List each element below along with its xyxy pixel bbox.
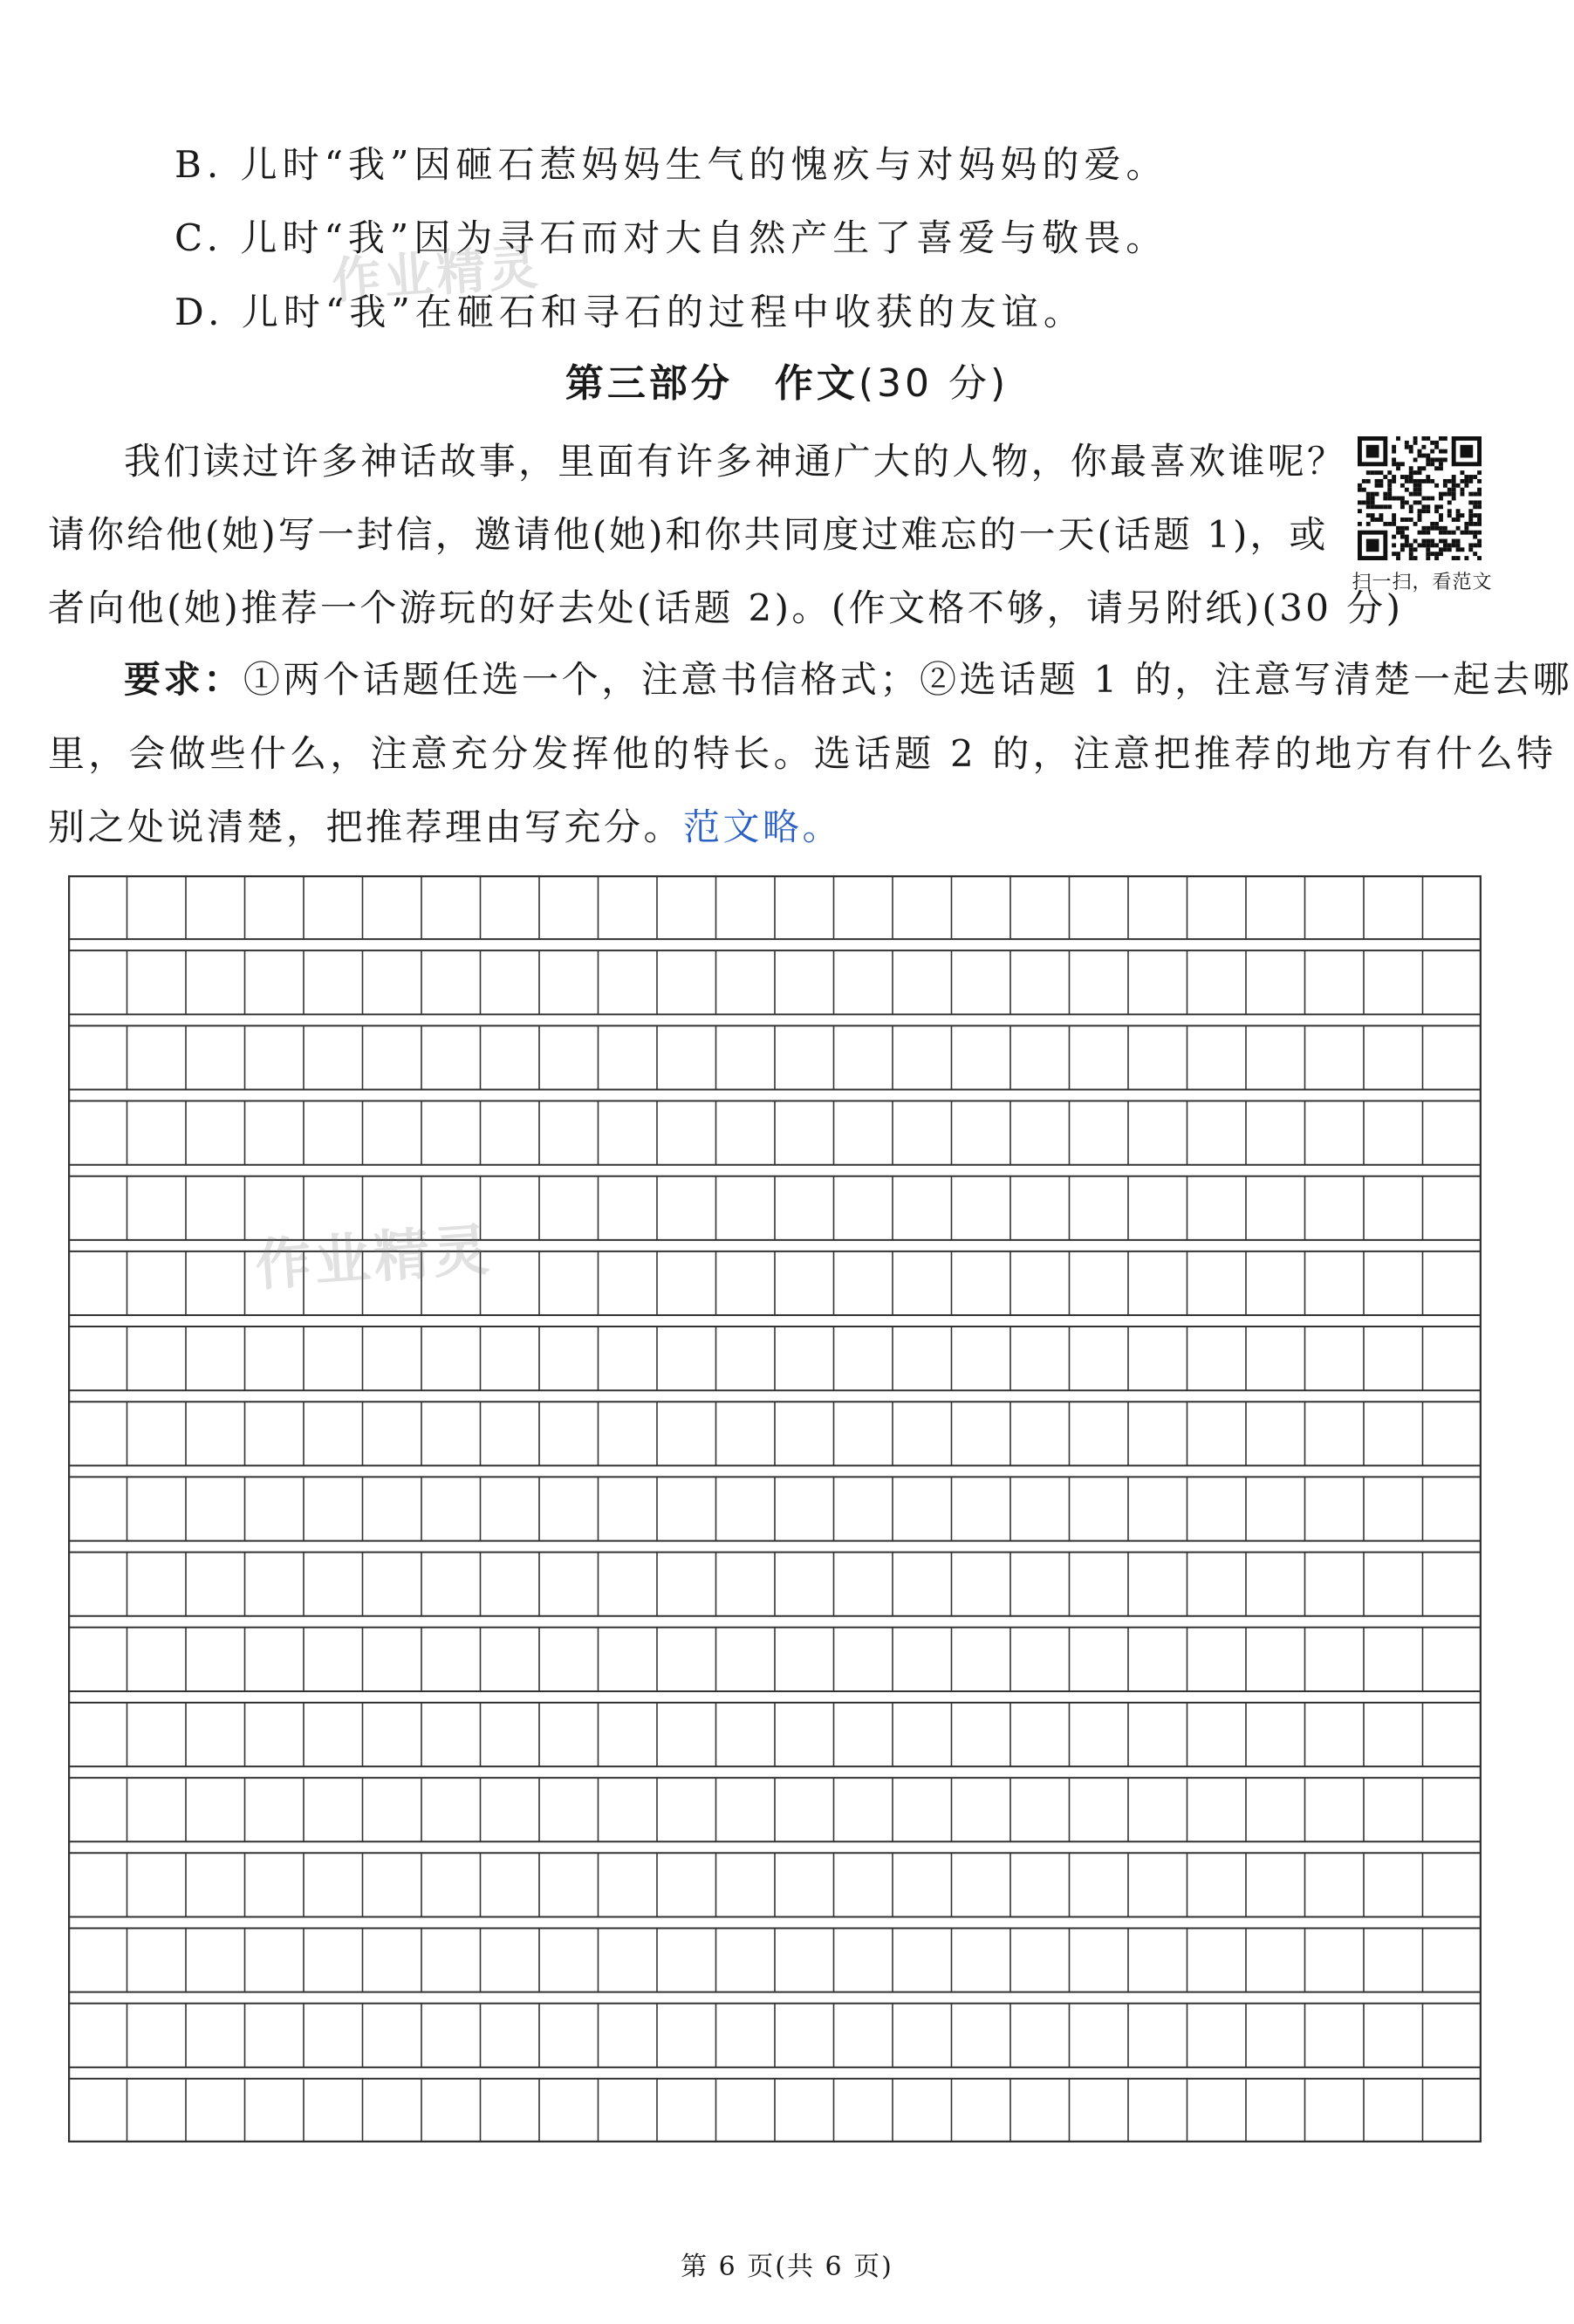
watermark-1: 作业精灵 — [330, 238, 544, 311]
prompt-line-3: 者向他(她)推荐一个游玩的好去处(话题 2)。(作文格不够，请另附纸)(30 分) — [48, 586, 1404, 629]
section-title-text: 第三部分 作文 — [565, 361, 859, 406]
requirements-label: 要求： — [124, 658, 243, 701]
requirements-line-1 — [124, 658, 1573, 701]
requirements-line-3 — [48, 806, 843, 848]
requirements-text-3: 别之处说清楚，把推荐理由写充分。 — [48, 806, 684, 848]
qr-code-graphic — [1358, 436, 1482, 560]
page-footer: 第 6 页(共 6 页) — [681, 2252, 893, 2282]
option-b: B. 儿时“我”因砸石惹妈妈生气的愧疚与对妈妈的爱。 — [175, 143, 1168, 186]
model-essay-link[interactable]: 范文略。 — [683, 806, 843, 848]
essay-writing-grid[interactable] — [68, 875, 1482, 2142]
prompt-line-2: 请你给他(她)写一封信，邀请他(她)和你共同度过难忘的一天(话题 1)，或 — [48, 513, 1329, 556]
requirements-line-2: 里，会做些什么，注意充分发挥他的特长。选话题 2 的，注意把推荐的地方有什么特 — [48, 732, 1557, 775]
qr-code-icon[interactable] — [1358, 436, 1482, 560]
option-c: C. 儿时“我”因为寻石而对大自然产生了喜爱与敬畏。 — [175, 216, 1168, 259]
prompt-line-1: 我们读过许多神话故事，里面有许多神通广大的人物，你最喜欢谁呢？ — [124, 440, 1347, 483]
watermark-2: 作业精灵 — [253, 1217, 495, 1299]
option-d: D. 儿时“我”在砸石和寻石的过程中收获的友谊。 — [175, 291, 1085, 333]
section-title — [0, 361, 1574, 406]
section-score: (30 分) — [858, 361, 1009, 406]
requirements-text-1: ①两个话题任选一个，注意书信格式；②选话题 1 的，注意写清楚一起去哪 — [243, 658, 1573, 701]
qr-caption: 扫一扫，看范文 — [1352, 572, 1493, 593]
